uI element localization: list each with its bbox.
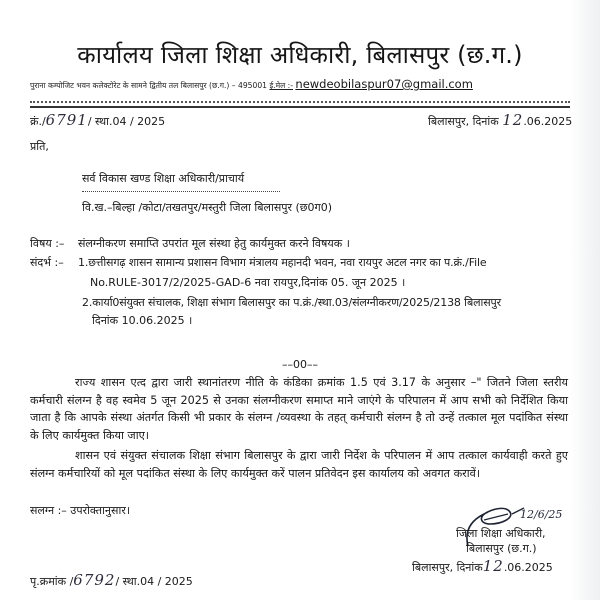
addressee-dotted-line [82,191,280,192]
office-email: newdeobilaspur07@gmail.com [295,77,473,91]
body-paragraph-2: शासन एवं संयुक्त संचालक शिक्षा संभाग बिलासपुर के द्वारा जारी निर्देश के परिपालन में आप तत्काल कार्यवाही करते हुए संलग्न कर्मचारियों को मूल पदांकित संस्था के लिए कार्यमुक्त करें पालन प्रतिवेदन इस कार्यालय को अवगत करावें। [30,449,568,480]
addressee-line-1: सर्व विकास खण्ड शिक्षा अधिकारी/प्राचार्य [82,172,245,185]
section-separator: ––00–– [282,358,318,371]
handwritten-date-day: 12 [502,111,524,129]
reference-1-line-1: 1.छत्तीसगढ़ शासन सामान्य प्रशासन विभाग मंत्रालय महानदी भवन, नवा रायपुर अटल नगर का प.क्रं./File [78,256,487,269]
addressee-line-2: वि.ख.–बिल्हा /कोटा/तखतपुर/मस्तुरी जिला बिलासपुर (छ0ग0) [82,201,332,214]
body-paragraph-1: राज्य शासन एत्द द्वारा जारी स्थानांतरण नीति के कंडिका क्रमांक 1.5 एवं 3.17 के अनुसार –" जितने जिला स्तरीय कर्मचारी संलग्न है वह स्वमेव 5 जून 2025 से उनका संलग्नीकरण समाप्त माने जाएंगे के परिपालन में आप सभी को निर्देशित किया जाता है कि आपके संस्था अंतर्गत किसी भी प्रकार के संलग्न /व्यवस्था के तहत् कर्मचारी संलग्न है तो उन्हें तत्काल मूल पदांकित संस्था के लिए कार्यमुक्त किया जाए। [30,376,568,442]
office-address-line [30,77,473,91]
salutation-prati: प्रति, [30,140,49,153]
signatory-location: बिलासपुर (छ.ग.) [466,542,537,555]
letter-reference-number: क्रं./6791/ स्था.04 / 2025 [30,111,166,129]
reference-2-line-2: दिनांक 10.06.2025 । [92,314,193,327]
letter-place-date: बिलासपुर, दिनांक 12.06.2025 [428,111,573,129]
reference-label: संदर्भ :– [30,256,64,269]
signature-place-date: बिलासपुर, दिनांक12.06.2025 [412,557,553,575]
handwritten-letter-number: 6791 [45,111,88,129]
signature-date: 12/6/25 [520,508,563,521]
subject-label: विषय :– [30,237,65,250]
reference-2-line-1: 2.कार्या0संयुक्त संचालक, शिक्षा संभाग बिलासपुर का प.क्रं./स्था.03/संलग्नीकरण/2025/2138 बिलासपुर [82,296,501,309]
endorsement-number: पृ.क्रमांक /6792/ स्था.04 / 2025 [30,571,193,589]
subject-text: संलग्नीकरण समाप्ति उपरांत मूल संस्था हेतु कार्यमुक्त करने विषयक । [78,237,350,250]
signatory-designation: जिला शिक्षा अधिकारी, [456,527,546,540]
header-dotted-rule [30,101,570,103]
email-label: ई.मेल :- [269,81,293,90]
handwritten-endorsement-number: 6792 [73,571,116,589]
enclosure-note: सलग्न :– उपरोक्तानुसार। [30,504,130,517]
reference-1-line-2: No.RULE-3017/2/2025-GAD-6 नवा रायपुर,दिनांक 05. जून 2025 । [90,276,406,289]
office-title: कार्यालय जिला शिक्षा अधिकारी, बिलासपुर (छ.ग.) [77,41,523,69]
header-solid-rule [30,106,570,108]
handwritten-signature-day: 12 [482,557,504,575]
office-address: पुराना कम्पोजिट भवन कलेक्टोरेट के सामने द्वितीय तल बिलासपुर (छ.ग.) – 495001 [30,81,268,90]
